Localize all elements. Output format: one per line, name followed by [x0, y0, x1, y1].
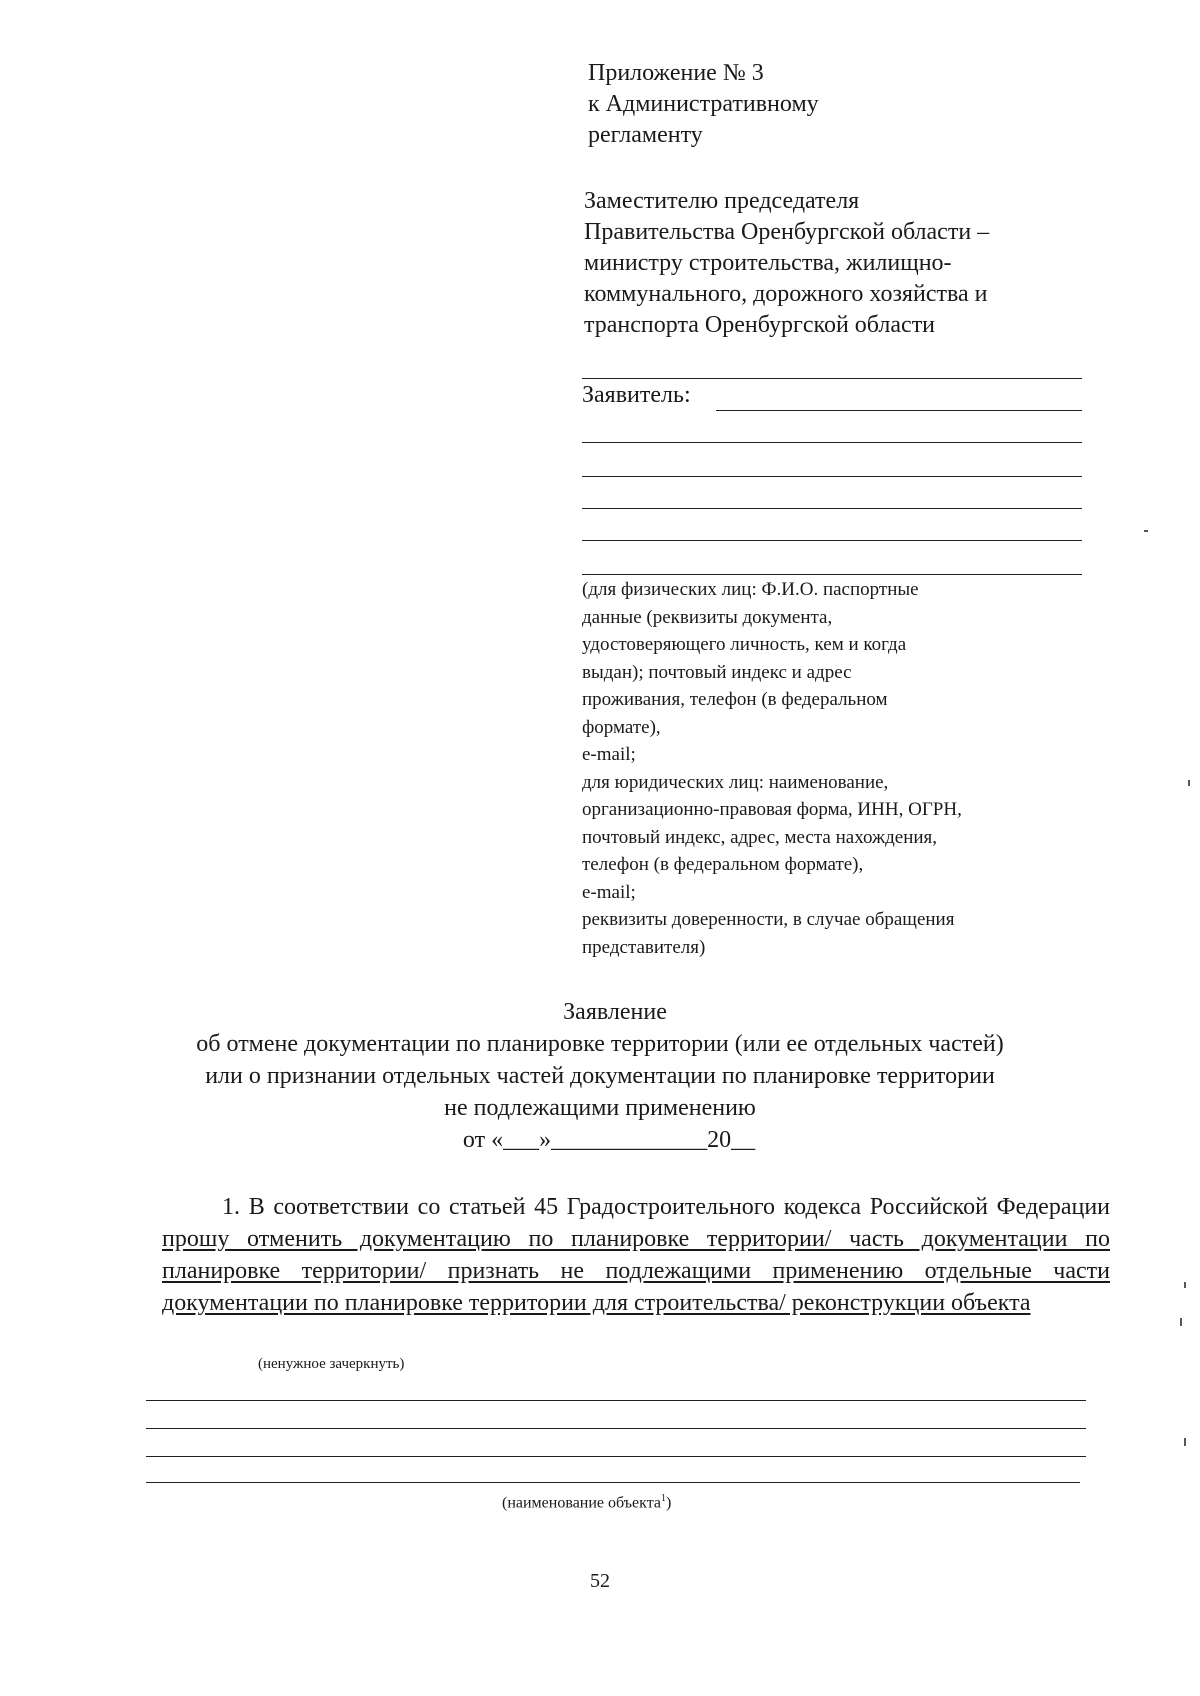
appendix-header	[588, 58, 819, 151]
footnote-marker: 1	[660, 1493, 666, 1504]
addressee-block	[584, 186, 989, 341]
note-line: проживания, телефон (в федеральном	[582, 689, 888, 710]
note-line: удостоверяющего личность, кем и когда	[582, 634, 907, 655]
statement-heading: Заявление	[563, 999, 667, 1025]
applicant-label: Заявитель:	[582, 382, 691, 408]
appendix-line: к Административному	[588, 91, 819, 117]
addressee-line: Правительства Оренбургской области –	[584, 219, 990, 245]
addressee-line: транспорта Оренбургской области	[584, 312, 936, 338]
appendix-line: регламенту	[588, 122, 703, 148]
statement-title	[0, 996, 1200, 1156]
caption-close: )	[665, 1494, 672, 1512]
strike-hint: (ненужное зачеркнуть)	[258, 1356, 405, 1372]
note-line: данные (реквизиты документа,	[582, 606, 833, 628]
note-line: для юридических лиц: наименование,	[582, 771, 889, 793]
request-paragraph	[162, 1191, 1110, 1319]
statement-date-line: от «___»_____________20__	[462, 1127, 756, 1153]
blank-line	[582, 540, 1082, 541]
note-line: формате),	[582, 716, 661, 738]
statement-subject-line: не подлежащими применению	[444, 1095, 756, 1121]
request-text	[162, 1191, 1110, 1319]
applicant-field-line	[716, 410, 1082, 411]
applicant-instructions	[582, 576, 962, 961]
object-name-line	[146, 1400, 1086, 1401]
note-line: реквизиты доверенности, в случае обращения	[582, 909, 955, 930]
object-name-caption	[502, 1490, 671, 1512]
scan-artifact	[1184, 1438, 1186, 1446]
note-line: выдан); почтовый индекс и адрес	[582, 661, 852, 683]
note-line: e-mail;	[582, 744, 636, 765]
caption-text: (наименование объекта	[502, 1494, 661, 1512]
blank-line	[582, 574, 1082, 575]
page-number: 52	[590, 1570, 610, 1592]
blank-line	[582, 508, 1082, 509]
object-name-line	[146, 1482, 1080, 1483]
note-line: почтовый индекс, адрес, места нахождения,	[582, 826, 938, 848]
note-line: e-mail;	[582, 881, 636, 903]
blank-line	[582, 476, 1082, 477]
scan-artifact	[1144, 530, 1148, 532]
statement-subject-line: об отмене документации по планировке территории (или ее отдельных частей)	[196, 1031, 1004, 1057]
note-line: (для физических лиц: Ф.И.О. паспортные	[582, 579, 919, 600]
statement-subject-line: или о признании отдельных частей документации по планировке территории	[205, 1063, 995, 1089]
object-name-line	[146, 1428, 1086, 1429]
note-line: организационно-правовая форма, ИНН, ОГРН,	[582, 799, 962, 820]
addressee-line: министру строительства, жилищно-	[584, 250, 952, 276]
request-options-underlined: прошу отменить документацию по планировке территории/ часть документации по планировке территории/ признать не подлежащими применению отдельные части документации по планировке территории для строительства/ реконструкции объекта	[162, 1226, 1110, 1316]
note-line: представителя)	[582, 936, 706, 958]
scan-artifact	[1180, 1318, 1182, 1326]
request-intro: 1. В соответствии со статьей 45 Градостроительного кодекса Российской Федерации	[222, 1194, 1110, 1220]
note-line: телефон (в федеральном формате),	[582, 854, 864, 875]
scan-artifact	[1188, 780, 1190, 786]
blank-line	[582, 378, 1082, 379]
addressee-line: Заместителю председателя	[584, 188, 860, 214]
scan-artifact	[1184, 1282, 1186, 1288]
appendix-line: Приложение № 3	[588, 60, 764, 86]
object-name-line	[146, 1456, 1086, 1457]
addressee-line: коммунального, дорожного хозяйства и	[584, 281, 988, 307]
blank-line	[582, 442, 1082, 443]
